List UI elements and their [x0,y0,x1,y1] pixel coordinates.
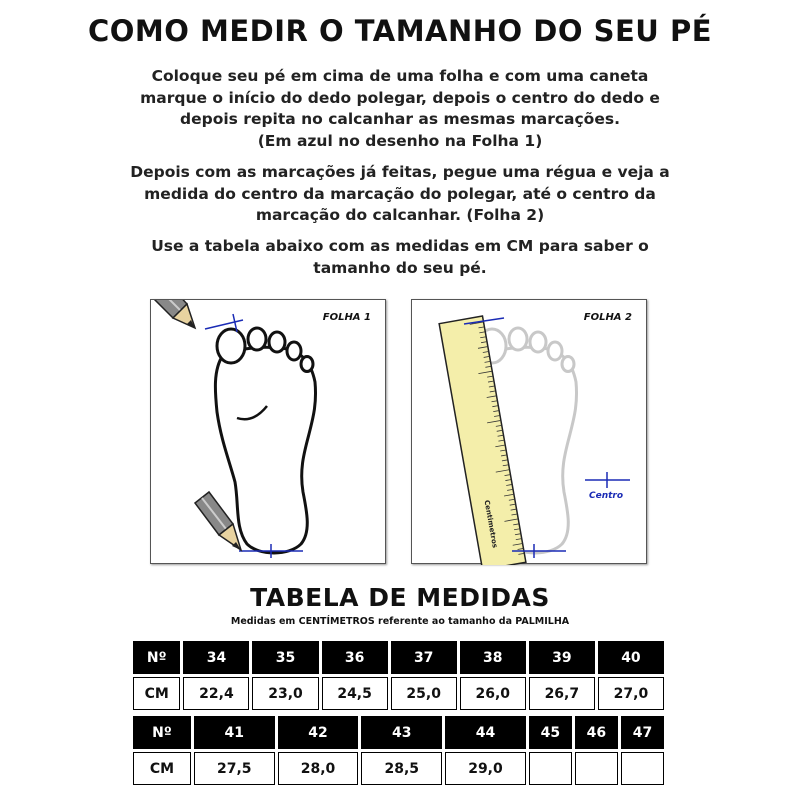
size-cell: 46 [575,716,618,749]
size-cell: 44 [445,716,526,749]
cm-cell: 26,7 [529,677,595,710]
cm-cell: 27,0 [598,677,664,710]
size-cell: 37 [391,641,457,674]
ruler-icon [439,316,526,565]
instruction-line: (Em azul no desenho na Folha 1) [257,131,543,150]
size-cell: 39 [529,641,595,674]
cm-cell [529,752,572,785]
cm-cell: 28,0 [278,752,359,785]
cm-cell: 25,0 [391,677,457,710]
pencil-icon [195,492,241,550]
instruction-line: Depois com as marcações já feitas, pegue uma régua e veja a [130,163,670,181]
cm-cell: 29,0 [445,752,526,785]
sheet-folha-1 [150,299,386,564]
table-row-cm [133,677,664,710]
size-cell: 35 [252,641,318,674]
cm-cell: 23,0 [252,677,318,710]
row-label-size: Nº [133,641,180,674]
size-cell: 47 [621,716,664,749]
instruction-paragraph-1 [100,66,700,152]
cm-cell: 26,0 [460,677,526,710]
size-table-2 [130,713,667,788]
instruction-line: Coloque seu pé em cima de uma folha e com uma caneta [151,67,649,85]
table-title: TABELA DE MEDIDAS [250,583,550,612]
page-title: COMO MEDIR O TAMANHO DO SEU PÉ [87,14,713,48]
instruction-line: depois repita no calcanhar as mesmas marcações. [180,110,620,128]
cm-cell: 24,5 [322,677,388,710]
instruction-line: marcação do calcanhar. (Folha 2) [255,206,545,224]
ruler-measure-drawing [412,300,648,565]
table-row-cm [133,752,664,785]
size-cell: 45 [529,716,572,749]
table-row-sizes [133,716,664,749]
ruler-label: Centimetros [482,499,499,549]
row-label-cm: CM [133,677,180,710]
sheet-label: FOLHA 1 [322,312,371,323]
sheet-folha-2 [411,299,647,564]
size-cell: 40 [598,641,664,674]
pencil-icon [151,300,195,328]
size-cell: 42 [278,716,359,749]
instruction-line: marque o início do dedo polegar, depois o centro do dedo e [140,88,660,107]
row-label-cm: CM [133,752,191,785]
cm-cell [575,752,618,785]
size-cell: 38 [460,641,526,674]
instruction-paragraph-3 [100,236,700,279]
instruction-line: tamanho do seu pé. [313,258,487,277]
instruction-line: medida do centro da marcação do polegar, até o centro da [144,184,656,203]
cm-cell: 22,4 [183,677,249,710]
size-cell: 41 [194,716,275,749]
centro-label: Centro [589,491,624,501]
foot-outline-drawing [151,300,387,565]
size-cell: 43 [361,716,442,749]
table-row-sizes [133,641,664,674]
cm-cell: 28,5 [361,752,442,785]
instruction-paragraph-2 [100,162,700,227]
size-table-1 [130,638,667,713]
cm-cell: 27,5 [194,752,275,785]
size-cell: 36 [322,641,388,674]
cm-cell [621,752,664,785]
instruction-line: Use a tabela abaixo com as medidas em CM para saber o [151,237,649,255]
row-label-size: Nº [133,716,191,749]
size-cell: 34 [183,641,249,674]
table-subtitle: Medidas em CENTÍMETROS referente ao tamanho da PALMILHA [230,616,570,627]
sheet-label: FOLHA 2 [583,312,632,323]
